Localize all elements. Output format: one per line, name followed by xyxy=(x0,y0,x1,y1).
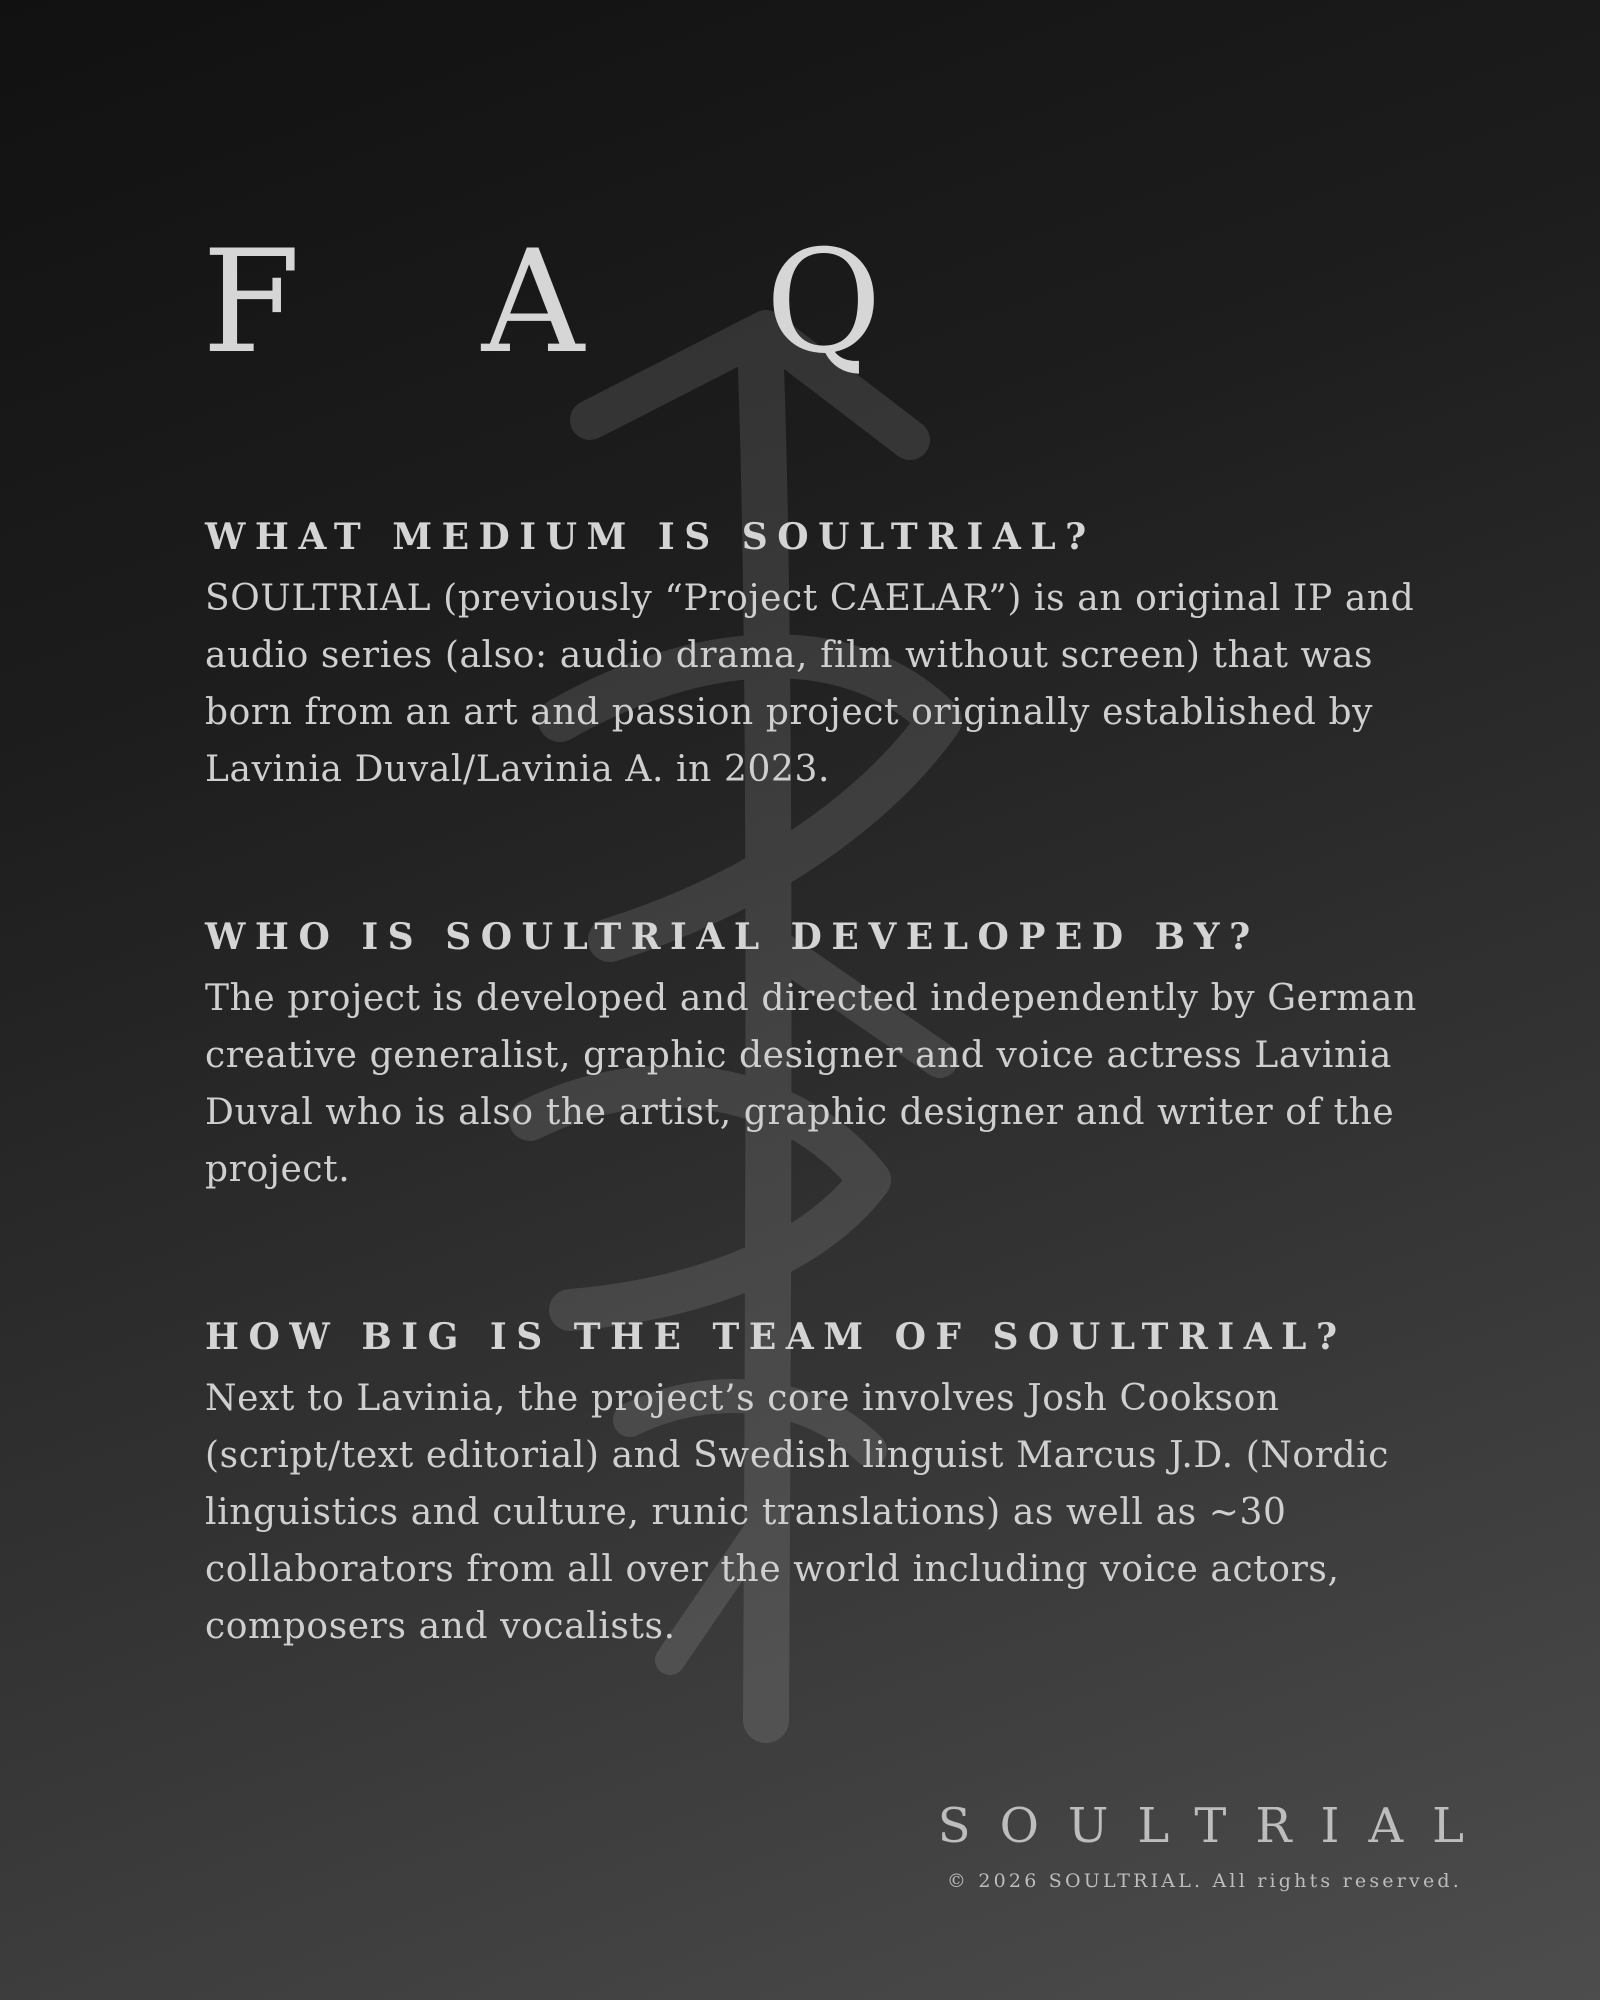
faq-item-medium xyxy=(205,510,1425,798)
faq-item-developer xyxy=(205,910,1425,1198)
page-title: F A Q xyxy=(202,220,950,385)
footer-logo: SOULTRIAL xyxy=(937,1798,1493,1854)
copyright-notice: © 2026 SOULTRIAL. All rights reserved. xyxy=(946,1870,1462,1892)
faq-answer: SOULTRIAL (previously “Project CAELAR”) is an original IP and audio series (also: audio drama, film without screen) that was born from an art and passion project originally established by Lavinia Duval/Lavinia A. in 2023. xyxy=(205,578,1415,790)
faq-question: HOW BIG IS THE TEAM OF SOULTRIAL? xyxy=(205,1316,1347,1358)
faq-question: WHAT MEDIUM IS SOULTRIAL? xyxy=(205,516,1096,558)
faq-item-team xyxy=(205,1310,1425,1655)
faq-answer: The project is developed and directed independently by German creative generalist, graphic designer and voice actress Lavinia Duval who is also the artist, graphic designer and writer of the project. xyxy=(205,978,1417,1190)
faq-answer: Next to Lavinia, the project’s core involves Josh Cookson (script/text editorial) and Swedish linguist Marcus J.D. (Nordic linguistics and culture, runic translations) as well as ~30 collaborators from all over the world including voice actors, composers and vocalists. xyxy=(205,1378,1390,1647)
faq-question: WHO IS SOULTRIAL DEVELOPED BY? xyxy=(205,916,1260,958)
